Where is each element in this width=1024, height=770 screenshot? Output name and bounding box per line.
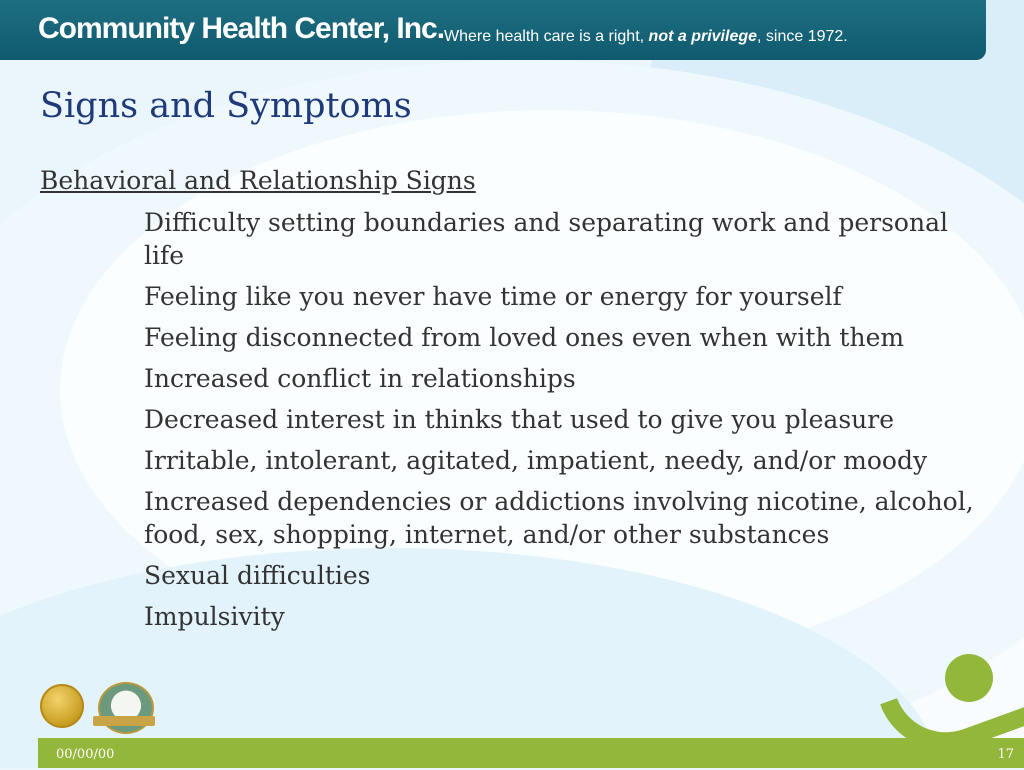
list-item: Difficulty setting boundaries and separating work and personal life [144,208,948,270]
tagline-emphasis: not a privilege [648,28,758,45]
slide-title: Signs and Symptoms [40,86,412,126]
list-item: Decreased interest in thinks that used to give you pleasure [144,405,895,434]
list-item: Feeling like you never have time or energy for yourself [144,282,842,311]
ncqa-seal-icon [98,682,154,734]
section-heading: Behavioral and Relationship Signs [40,166,476,195]
ncqa-ribbon [93,716,155,726]
list-item: Irritable, intolerant, agitated, impatient, needy, and/or moody [144,446,928,475]
joint-commission-seal-icon [40,684,84,728]
footer-bar [38,738,1024,768]
list-item: Increased conflict in relationships [144,364,576,393]
signs-list [144,206,974,641]
page-number: 17 [997,747,1014,762]
list-item: Feeling disconnected from loved ones even when with them [144,323,905,352]
slide-date: 00/00/00 [56,747,115,762]
tagline [444,28,848,46]
tagline-suffix: , since 1972. [757,28,848,45]
list-item: Sexual difficulties [144,561,371,590]
community-health-center-logo: Community Health Center, Inc. [38,12,445,45]
header-bar [0,0,986,60]
tagline-prefix: Where health care is a right, [444,28,649,45]
list-item: Impulsivity [144,602,285,631]
list-item: Increased dependencies or addictions involving nicotine, alcohol, food, sex, shopping, internet, and/or other substances [144,487,974,549]
